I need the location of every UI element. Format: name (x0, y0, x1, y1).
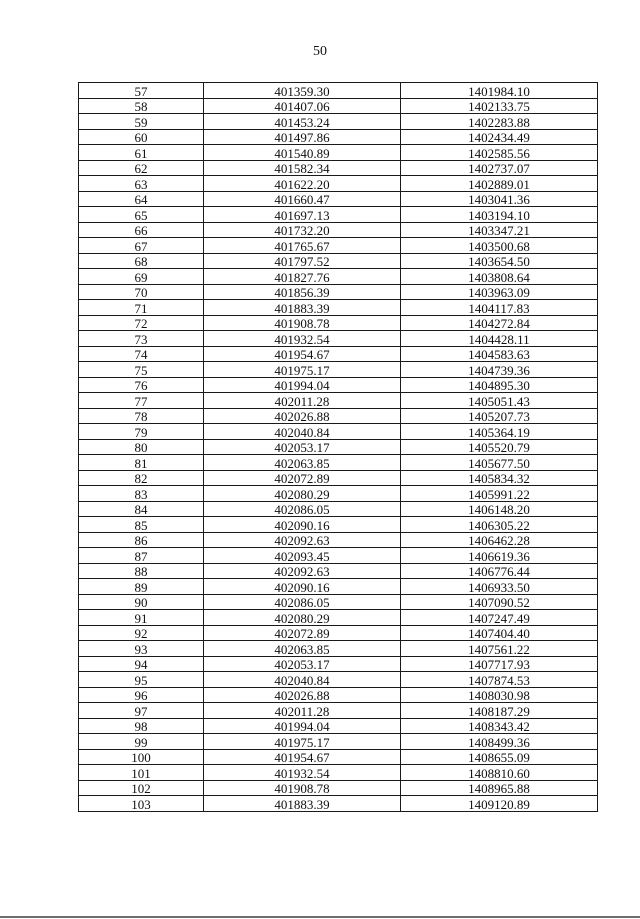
table-row (79, 439, 598, 455)
y-coordinate-cell: 1404583.63 (401, 346, 598, 362)
y-coordinate-cell: 1405207.73 (401, 408, 598, 424)
point-number-cell: 82 (79, 470, 204, 486)
y-coordinate-cell: 1408030.98 (401, 687, 598, 703)
x-coordinate-cell: 402072.89 (204, 470, 401, 486)
point-number-cell: 80 (79, 439, 204, 455)
x-coordinate-cell: 402092.63 (204, 532, 401, 548)
x-coordinate-cell: 402040.84 (204, 424, 401, 440)
point-number-cell: 91 (79, 610, 204, 626)
x-coordinate-cell: 401954.67 (204, 749, 401, 765)
y-coordinate-cell: 1407247.49 (401, 610, 598, 626)
point-number-cell: 79 (79, 424, 204, 440)
point-number-cell: 65 (79, 207, 204, 223)
table-row (79, 222, 598, 238)
y-coordinate-cell: 1404739.36 (401, 362, 598, 378)
point-number-cell: 67 (79, 238, 204, 254)
x-coordinate-cell: 401954.67 (204, 346, 401, 362)
table-row (79, 83, 598, 99)
point-number-cell: 78 (79, 408, 204, 424)
x-coordinate-cell: 401582.34 (204, 160, 401, 176)
y-coordinate-cell: 1406619.36 (401, 548, 598, 564)
point-number-cell: 90 (79, 594, 204, 610)
point-number-cell: 64 (79, 191, 204, 207)
point-number-cell: 74 (79, 346, 204, 362)
table-row (79, 346, 598, 362)
page-number: 50 (313, 44, 327, 59)
y-coordinate-cell: 1405991.22 (401, 486, 598, 502)
point-number-cell: 84 (79, 501, 204, 517)
y-coordinate-cell: 1402434.49 (401, 129, 598, 145)
table-row (79, 315, 598, 331)
y-coordinate-cell: 1405364.19 (401, 424, 598, 440)
point-number-cell: 77 (79, 393, 204, 409)
y-coordinate-cell: 1403347.21 (401, 222, 598, 238)
table-row (79, 191, 598, 207)
y-coordinate-cell: 1403808.64 (401, 269, 598, 285)
table-row (79, 98, 598, 114)
x-coordinate-cell: 401856.39 (204, 284, 401, 300)
x-coordinate-cell: 402026.88 (204, 408, 401, 424)
y-coordinate-cell: 1402737.07 (401, 160, 598, 176)
y-coordinate-cell: 1408965.88 (401, 780, 598, 796)
x-coordinate-cell: 402026.88 (204, 687, 401, 703)
point-number-cell: 99 (79, 734, 204, 750)
x-coordinate-cell: 402090.16 (204, 517, 401, 533)
x-coordinate-cell: 401975.17 (204, 362, 401, 378)
table-row (79, 362, 598, 378)
y-coordinate-cell: 1402133.75 (401, 98, 598, 114)
y-coordinate-cell: 1408499.36 (401, 734, 598, 750)
y-coordinate-cell: 1409120.89 (401, 796, 598, 812)
x-coordinate-cell: 401453.24 (204, 114, 401, 130)
point-number-cell: 61 (79, 145, 204, 161)
y-coordinate-cell: 1406148.20 (401, 501, 598, 517)
point-number-cell: 76 (79, 377, 204, 393)
x-coordinate-cell: 401732.20 (204, 222, 401, 238)
table-row (79, 780, 598, 796)
x-coordinate-cell: 402072.89 (204, 625, 401, 641)
x-coordinate-cell: 401908.78 (204, 315, 401, 331)
y-coordinate-cell: 1405051.43 (401, 393, 598, 409)
y-coordinate-cell: 1407717.93 (401, 656, 598, 672)
table-row (79, 734, 598, 750)
table-row (79, 687, 598, 703)
y-coordinate-cell: 1401984.10 (401, 83, 598, 99)
point-number-cell: 75 (79, 362, 204, 378)
table-row (79, 253, 598, 269)
x-coordinate-cell: 402092.63 (204, 563, 401, 579)
point-number-cell: 73 (79, 331, 204, 347)
x-coordinate-cell: 401622.20 (204, 176, 401, 192)
x-coordinate-cell: 401883.39 (204, 796, 401, 812)
y-coordinate-cell: 1406776.44 (401, 563, 598, 579)
y-coordinate-cell: 1404117.83 (401, 300, 598, 316)
x-coordinate-cell: 402093.45 (204, 548, 401, 564)
x-coordinate-cell: 401497.86 (204, 129, 401, 145)
coordinates-table-body (79, 83, 598, 812)
point-number-cell: 59 (79, 114, 204, 130)
y-coordinate-cell: 1403500.68 (401, 238, 598, 254)
point-number-cell: 71 (79, 300, 204, 316)
point-number-cell: 69 (79, 269, 204, 285)
y-coordinate-cell: 1402585.56 (401, 145, 598, 161)
point-number-cell: 102 (79, 780, 204, 796)
x-coordinate-cell: 402053.17 (204, 656, 401, 672)
table-row (79, 718, 598, 734)
y-coordinate-cell: 1403654.50 (401, 253, 598, 269)
table-row (79, 579, 598, 595)
y-coordinate-cell: 1402283.88 (401, 114, 598, 130)
x-coordinate-cell: 402011.28 (204, 703, 401, 719)
table-row (79, 563, 598, 579)
x-coordinate-cell: 402080.29 (204, 486, 401, 502)
table-row (79, 548, 598, 564)
table-row (79, 765, 598, 781)
y-coordinate-cell: 1406462.28 (401, 532, 598, 548)
point-number-cell: 94 (79, 656, 204, 672)
coordinates-table (78, 82, 598, 812)
table-row (79, 207, 598, 223)
table-row (79, 160, 598, 176)
table-row (79, 300, 598, 316)
x-coordinate-cell: 402086.05 (204, 594, 401, 610)
table-row (79, 470, 598, 486)
x-coordinate-cell: 401540.89 (204, 145, 401, 161)
point-number-cell: 86 (79, 532, 204, 548)
x-coordinate-cell: 401975.17 (204, 734, 401, 750)
table-row (79, 424, 598, 440)
point-number-cell: 92 (79, 625, 204, 641)
table-row (79, 269, 598, 285)
point-number-cell: 98 (79, 718, 204, 734)
table-row (79, 238, 598, 254)
x-coordinate-cell: 401359.30 (204, 83, 401, 99)
point-number-cell: 87 (79, 548, 204, 564)
x-coordinate-cell: 401932.54 (204, 331, 401, 347)
x-coordinate-cell: 401660.47 (204, 191, 401, 207)
table-row (79, 532, 598, 548)
point-number-cell: 95 (79, 672, 204, 688)
x-coordinate-cell: 401797.52 (204, 253, 401, 269)
y-coordinate-cell: 1404272.84 (401, 315, 598, 331)
table-row (79, 145, 598, 161)
point-number-cell: 57 (79, 83, 204, 99)
y-coordinate-cell: 1407090.52 (401, 594, 598, 610)
point-number-cell: 63 (79, 176, 204, 192)
x-coordinate-cell: 401908.78 (204, 780, 401, 796)
x-coordinate-cell: 402063.85 (204, 455, 401, 471)
y-coordinate-cell: 1406933.50 (401, 579, 598, 595)
table-row (79, 517, 598, 533)
table-row (79, 796, 598, 812)
x-coordinate-cell: 401883.39 (204, 300, 401, 316)
table-row (79, 641, 598, 657)
point-number-cell: 70 (79, 284, 204, 300)
y-coordinate-cell: 1408343.42 (401, 718, 598, 734)
point-number-cell: 60 (79, 129, 204, 145)
y-coordinate-cell: 1405520.79 (401, 439, 598, 455)
point-number-cell: 66 (79, 222, 204, 238)
table-row (79, 331, 598, 347)
y-coordinate-cell: 1408187.29 (401, 703, 598, 719)
x-coordinate-cell: 402086.05 (204, 501, 401, 517)
table-row (79, 656, 598, 672)
x-coordinate-cell: 401827.76 (204, 269, 401, 285)
table-row (79, 703, 598, 719)
y-coordinate-cell: 1405677.50 (401, 455, 598, 471)
x-coordinate-cell: 401932.54 (204, 765, 401, 781)
point-number-cell: 85 (79, 517, 204, 533)
x-coordinate-cell: 402063.85 (204, 641, 401, 657)
x-coordinate-cell: 402053.17 (204, 439, 401, 455)
table-row (79, 749, 598, 765)
point-number-cell: 72 (79, 315, 204, 331)
x-coordinate-cell: 401994.04 (204, 377, 401, 393)
y-coordinate-cell: 1405834.32 (401, 470, 598, 486)
point-number-cell: 68 (79, 253, 204, 269)
y-coordinate-cell: 1407561.22 (401, 641, 598, 657)
table-row (79, 594, 598, 610)
table-row (79, 129, 598, 145)
table-row (79, 455, 598, 471)
y-coordinate-cell: 1402889.01 (401, 176, 598, 192)
point-number-cell: 81 (79, 455, 204, 471)
point-number-cell: 58 (79, 98, 204, 114)
x-coordinate-cell: 401697.13 (204, 207, 401, 223)
y-coordinate-cell: 1407874.53 (401, 672, 598, 688)
x-coordinate-cell: 401407.06 (204, 98, 401, 114)
table-row (79, 610, 598, 626)
point-number-cell: 88 (79, 563, 204, 579)
y-coordinate-cell: 1404428.11 (401, 331, 598, 347)
point-number-cell: 93 (79, 641, 204, 657)
y-coordinate-cell: 1403041.36 (401, 191, 598, 207)
table-row (79, 672, 598, 688)
x-coordinate-cell: 402040.84 (204, 672, 401, 688)
table-row (79, 408, 598, 424)
x-coordinate-cell: 402080.29 (204, 610, 401, 626)
table-row (79, 486, 598, 502)
point-number-cell: 62 (79, 160, 204, 176)
table-row (79, 284, 598, 300)
x-coordinate-cell: 401765.67 (204, 238, 401, 254)
table-row (79, 625, 598, 641)
point-number-cell: 83 (79, 486, 204, 502)
y-coordinate-cell: 1408655.09 (401, 749, 598, 765)
point-number-cell: 101 (79, 765, 204, 781)
x-coordinate-cell: 401994.04 (204, 718, 401, 734)
point-number-cell: 97 (79, 703, 204, 719)
table-row (79, 377, 598, 393)
table-row (79, 176, 598, 192)
table-row (79, 114, 598, 130)
table-row (79, 393, 598, 409)
y-coordinate-cell: 1403963.09 (401, 284, 598, 300)
y-coordinate-cell: 1408810.60 (401, 765, 598, 781)
point-number-cell: 89 (79, 579, 204, 595)
point-number-cell: 96 (79, 687, 204, 703)
page-bottom-edge (0, 916, 640, 918)
point-number-cell: 103 (79, 796, 204, 812)
point-number-cell: 100 (79, 749, 204, 765)
y-coordinate-cell: 1406305.22 (401, 517, 598, 533)
y-coordinate-cell: 1407404.40 (401, 625, 598, 641)
table-row (79, 501, 598, 517)
x-coordinate-cell: 402011.28 (204, 393, 401, 409)
x-coordinate-cell: 402090.16 (204, 579, 401, 595)
y-coordinate-cell: 1404895.30 (401, 377, 598, 393)
y-coordinate-cell: 1403194.10 (401, 207, 598, 223)
